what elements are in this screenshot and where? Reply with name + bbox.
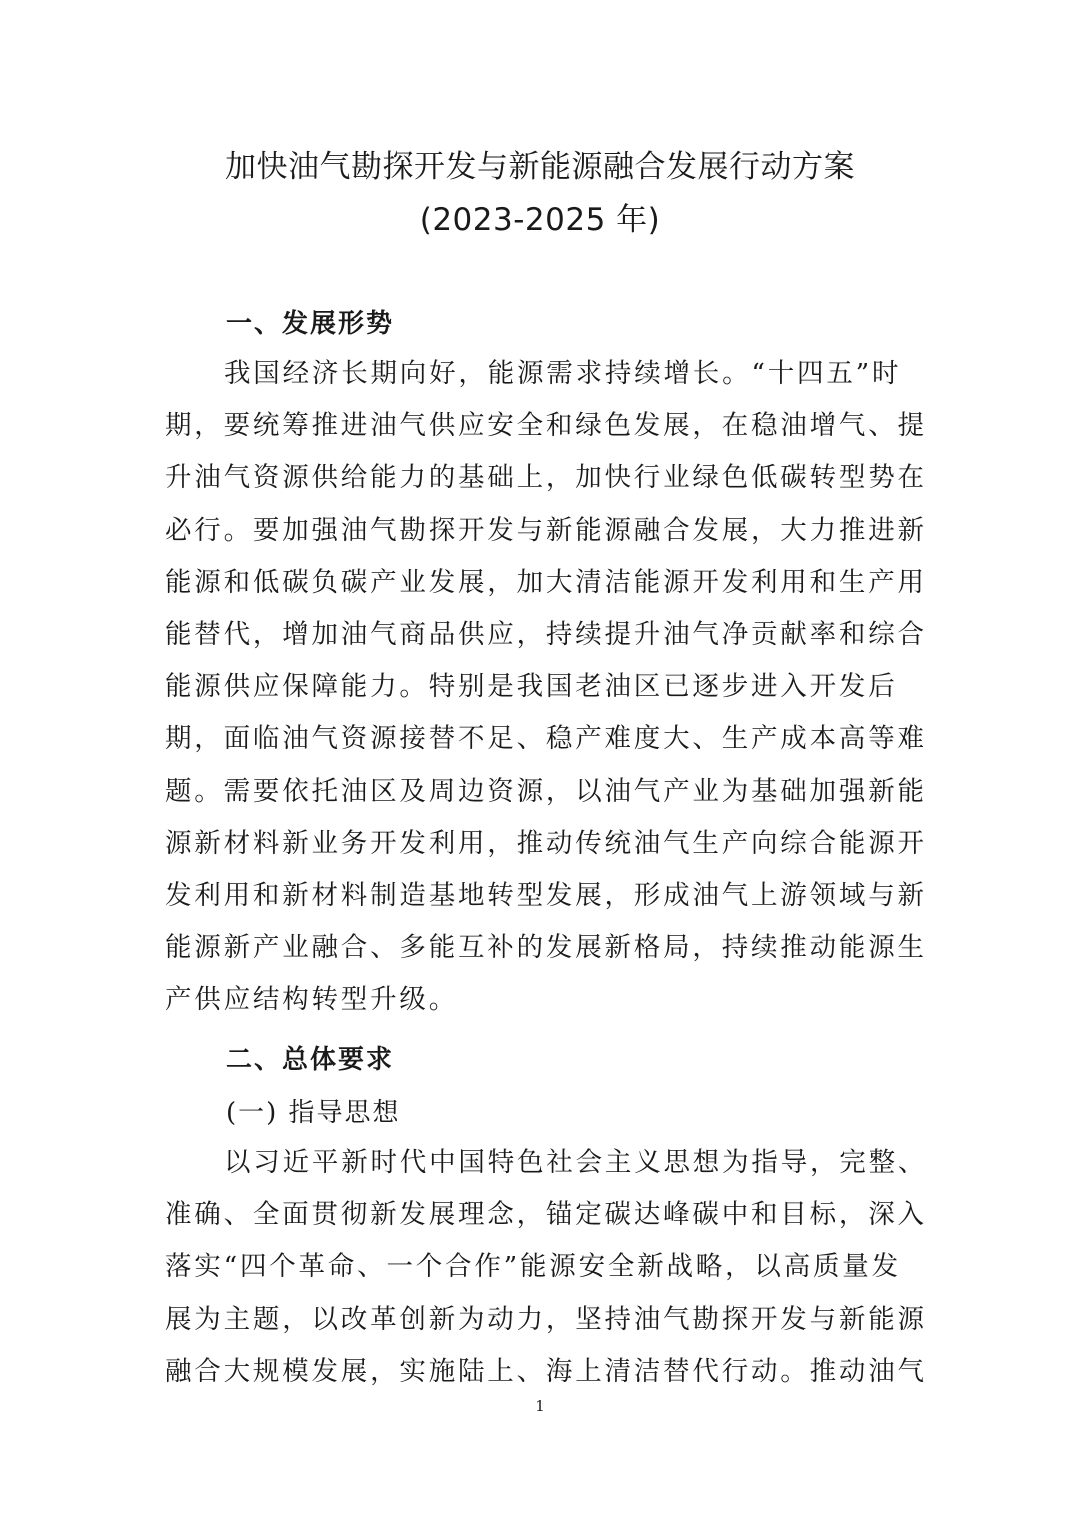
paragraph-line: 期，面临油气资源接替不足、稳产难度大、生产成本高等难 [165, 723, 927, 755]
section-heading-overall-requirements: 二、总体要求 [226, 1045, 395, 1075]
document-subtitle-years: (2023-2025 年) [419, 202, 661, 238]
paragraph-line: 我国经济长期向好，能源需求持续增长。“十四五”时 [224, 358, 902, 389]
section-1-paragraph [165, 348, 927, 1027]
paragraph-line: 升油气资源供给能力的基础上，加快行业绿色低碳转型势在 [165, 462, 927, 494]
paragraph-line: 必行。要加强油气勘探开发与新能源融合发展，大力推进新 [165, 514, 927, 546]
paragraph-line: 能源供应保障能力。特别是我国老油区已逐步进入开发后 [165, 671, 898, 703]
paragraph-line: 准确、全面贯彻新发展理念，锚定碳达峰碳中和目标，深入 [165, 1199, 927, 1231]
paragraph-line: 以习近平新时代中国特色社会主义思想为指导，完整、 [224, 1147, 928, 1178]
paragraph-line: 发利用和新材料制造基地转型发展，形成油气上游领域与新 [165, 880, 927, 912]
paragraph-line: 题。需要依托油区及周边资源，以油气产业为基础加强新能 [165, 775, 927, 807]
subsection-1-paragraph [165, 1137, 927, 1398]
paragraph-line: 融合大规模发展，实施陆上、海上清洁替代行动。推动油气 [165, 1355, 927, 1387]
section-heading-development-situation: 一、发展形势 [226, 309, 395, 339]
paragraph-line: 期，要统筹推进油气供应安全和绿色发展，在稳油增气、提 [165, 410, 927, 442]
subsection-heading-guiding-ideology: (一) 指导思想 [226, 1098, 401, 1128]
paragraph-line: 产供应结构转型升级。 [165, 984, 458, 1016]
paragraph-line: 展为主题，以改革创新为动力，坚持油气勘探开发与新能源 [165, 1303, 927, 1335]
paragraph-line: 能源和低碳负碳产业发展，加大清洁能源开发利用和生产用 [165, 566, 927, 598]
paragraph-line: 能替代，增加油气商品供应，持续提升油气净贡献率和综合 [165, 619, 927, 651]
document-title: 加快油气勘探开发与新能源融合发展行动方案 [225, 149, 855, 185]
paragraph-line: 源新材料新业务开发利用，推动传统油气生产向综合能源开 [165, 827, 927, 859]
paragraph-line: 落实“四个革命、一个合作”能源安全新战略，以高质量发 [165, 1251, 901, 1283]
paragraph-line: 能源新产业融合、多能互补的发展新格局，持续推动能源生 [165, 932, 927, 964]
page-number: 1 [535, 1397, 545, 1415]
